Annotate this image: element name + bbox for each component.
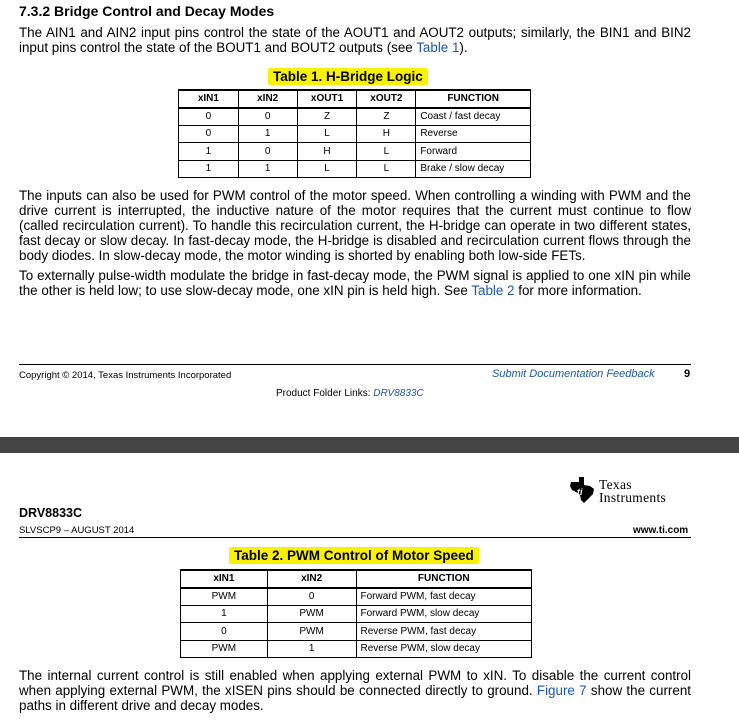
intro-paragraph [19, 25, 691, 55]
table-cell: 1 [238, 160, 297, 178]
header-rule [19, 537, 691, 538]
table2-header: xIN1 [181, 570, 268, 588]
para4-text: The internal current control is still enabled when applying external PWM to xIN. To disable the current control when applying external PWM, the xISEN pins should be connected directly to ground. [19, 668, 691, 698]
logo-line2: Instruments [599, 490, 667, 505]
table-cell: 0 [238, 143, 297, 161]
table1-header-row [179, 90, 531, 108]
section-title: 7.3.2 Bridge Control and Decay Modes [19, 3, 275, 19]
para4-text-end: show the current paths in different drive and decay modes. [19, 683, 691, 713]
part-number: DRV8833C [19, 506, 83, 520]
table-cell: Z [297, 108, 357, 126]
footer-rule [19, 364, 691, 365]
table-row [181, 588, 532, 606]
table-cell: 0 [179, 125, 239, 143]
table-cell: L [357, 143, 416, 161]
table2-header-row [181, 570, 532, 588]
pwm-paragraph: The inputs can also be used for PWM control of the motor speed. When controlling a winding with PWM and the drive current is interrupted, the inductive nature of the motor requires that the current must continue to flow (called recirculation current). To handle this recirculation current, the H-bridge can operate in two different states, fast decay or slow decay. In fast-decay mode, the H-bridge is disabled and recirculation current flows through the body diodes. In slow-decay mode, the motor winding is shorted by enabling both low-side FETs. [19, 188, 691, 263]
page-separator [0, 437, 739, 453]
table-cell: H [357, 125, 416, 143]
table-row [179, 108, 531, 126]
table-row [179, 160, 531, 178]
table1-header: xOUT1 [297, 90, 357, 108]
table1-header: FUNCTION [416, 90, 531, 108]
table1-header: xIN1 [179, 90, 239, 108]
table-row [179, 125, 531, 143]
table-cell: 0 [181, 623, 268, 641]
para3-text-end: for more information. [514, 283, 642, 298]
product-folder-links [276, 388, 424, 399]
intro-text: The AIN1 and AIN2 input pins control the state of the AOUT1 and AOUT2 outputs; similarly, the BIN1 and BIN2 input pins control the state of the BOUT1 and BOUT2 outputs (see [19, 25, 691, 55]
table-cell: Coast / fast decay [416, 108, 531, 126]
para3-text: To externally pulse-width modulate the bridge in fast-decay mode, the PWM signal is applied to one xIN pin while the other is held low; to use slow-decay mode, one xIN pin is held high. See [19, 268, 691, 298]
ti-url[interactable]: www.ti.com [633, 525, 689, 536]
table-cell: Reverse PWM, slow decay [356, 640, 532, 658]
table-cell: PWM [267, 623, 356, 641]
table2-link[interactable]: Table 2 [471, 283, 515, 298]
pwm-control-table [180, 569, 532, 658]
table-row [181, 623, 532, 641]
pwm-mode-paragraph [19, 268, 691, 298]
table-cell: Reverse PWM, fast decay [356, 623, 532, 641]
table-cell: Brake / slow decay [416, 160, 531, 178]
table-cell: 1 [181, 605, 268, 623]
table-cell: 0 [179, 108, 239, 126]
folder-label: Product Folder Links: [276, 388, 374, 399]
current-control-paragraph [19, 668, 691, 713]
svg-text:ti: ti [577, 487, 583, 497]
table-row [179, 143, 531, 161]
page-number: 9 [684, 368, 691, 380]
h-bridge-logic-table [178, 89, 531, 178]
table-cell: Forward PWM, fast decay [356, 588, 532, 606]
table2-header: xIN2 [267, 570, 356, 588]
table-cell: L [297, 125, 357, 143]
texas-state-icon [568, 476, 596, 504]
table1-header: xOUT2 [357, 90, 416, 108]
feedback-link[interactable]: Submit Documentation Feedback [492, 368, 655, 380]
table-row [181, 605, 532, 623]
table-cell: 1 [267, 640, 356, 658]
table-cell: Z [357, 108, 416, 126]
ti-logo [568, 476, 692, 506]
logo-line1: Texas [599, 477, 632, 492]
table1-caption [268, 68, 428, 86]
table-cell: 1 [179, 160, 239, 178]
intro-text-end: ). [459, 40, 468, 55]
document-id: SLVSCP9 – AUGUST 2014 [19, 525, 135, 536]
table-cell: L [297, 160, 357, 178]
table-cell: 1 [179, 143, 239, 161]
table1-header: xIN2 [238, 90, 297, 108]
table-cell: 0 [238, 108, 297, 126]
table1-link[interactable]: Table 1 [416, 40, 460, 55]
product-folder-link[interactable]: DRV8833C [373, 388, 424, 399]
table-cell: Forward [416, 143, 531, 161]
table-row [181, 640, 532, 658]
table-cell: Reverse [416, 125, 531, 143]
table-cell: Forward PWM, slow decay [356, 605, 532, 623]
table-cell: L [357, 160, 416, 178]
footer-copyright: Copyright © 2014, Texas Instruments Incorporated [19, 370, 232, 381]
figure7-link[interactable]: Figure 7 [536, 683, 587, 698]
table-cell: 1 [238, 125, 297, 143]
table2-caption [229, 547, 479, 565]
table1-caption-text: Table 1. H-Bridge Logic [268, 68, 428, 85]
table-cell: H [297, 143, 357, 161]
table-cell: PWM [181, 640, 268, 658]
table-cell: PWM [267, 605, 356, 623]
table2-caption-text: Table 2. PWM Control of Motor Speed [229, 547, 479, 564]
table-cell: PWM [181, 588, 268, 606]
table2-header: FUNCTION [356, 570, 532, 588]
table-cell: 0 [267, 588, 356, 606]
